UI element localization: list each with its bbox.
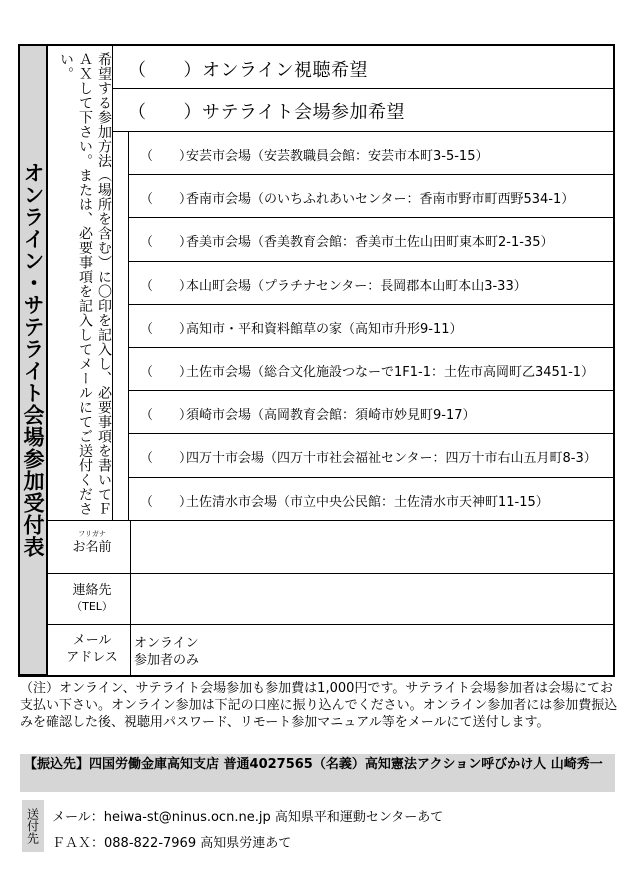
name-label: お名前 <box>72 540 112 555</box>
venue-option[interactable] <box>140 188 574 207</box>
venue-label: 四万十市会場（四万十市社会福祉センター：四万十市右山五月町8-3） <box>186 451 597 466</box>
venue-mark: （ ） <box>140 365 193 380</box>
venue-mark: （ ） <box>140 322 193 337</box>
venue-divider <box>128 347 615 348</box>
venue-mark: （ ） <box>140 192 193 207</box>
row-divider <box>112 88 615 89</box>
send-label: 送付先 <box>22 800 44 852</box>
venue-label: 土佐清水市会場（市立中央公民館：土佐清水市天神町11-15） <box>186 495 549 510</box>
venue-label: 香美市会場（香美教育会館：香美市土佐山田町東本町2-1-35） <box>186 235 554 250</box>
venue-option[interactable] <box>140 404 476 423</box>
send-mail: メール：heiwa-st@ninus.ocn.ne.jp 高知県平和運動センターあて <box>52 810 444 825</box>
venue-divider <box>128 304 615 305</box>
contact-field[interactable] <box>131 574 613 624</box>
mail-label-1: メール <box>72 633 112 648</box>
contact-label: 連絡先 <box>72 583 112 598</box>
venue-divider <box>128 390 615 391</box>
venue-mark: （ ） <box>140 279 193 294</box>
mail-label-2: アドレス <box>66 650 118 665</box>
venue-option[interactable] <box>140 275 527 294</box>
form-title: オンライン・サテライト会場参加受付表 <box>18 44 48 676</box>
satellite-option[interactable]: （ ）サテライト会場参加希望 <box>128 102 405 123</box>
venue-option[interactable] <box>140 145 488 164</box>
mail-field[interactable] <box>200 625 613 675</box>
frame-bottom <box>18 675 615 677</box>
venue-divider <box>128 174 615 175</box>
venue-label: 本山町会場（プラチナセンター：長岡郡本山町本山3-33） <box>186 279 527 294</box>
send-fax: ＦＡＸ：088-822-7969 高知県労連あて <box>52 836 292 851</box>
venue-option[interactable] <box>140 491 549 510</box>
venue-option[interactable] <box>140 231 553 250</box>
bank-info: 【振込先】四国労働金庫高知支店 普通4027565（名義）高知憲法アクション呼びかけ人 山崎秀一 <box>20 754 615 792</box>
frame-right <box>613 44 615 677</box>
venue-label: 土佐市会場（総合文化施設つなーで1F1-1：土佐市高岡町乙3451-1） <box>186 365 595 380</box>
venue-divider <box>128 477 615 478</box>
venue-mark: （ ） <box>140 235 193 250</box>
name-ruby: フリガナ <box>78 530 106 538</box>
frame-top <box>18 44 615 46</box>
venue-mark: （ ） <box>140 451 193 466</box>
venue-divider <box>128 217 615 218</box>
venue-option[interactable] <box>140 318 463 337</box>
instructions-text: 希望する参加方法（場所を含む）に〇印を記入し、必要事項を書いてＦＡＸして下さい。または、必要事項を記入してメールにてご送付ください。 <box>58 52 112 516</box>
venue-label: 香南市会場（のいちふれあいセンター：香南市野市町西野534-1） <box>186 192 575 207</box>
name-field[interactable] <box>131 521 613 573</box>
online-option[interactable]: （ ）オンライン視聴希望 <box>128 60 368 81</box>
contact-sub: （TEL） <box>71 600 113 613</box>
venue-left-border <box>128 131 129 520</box>
venue-divider <box>128 261 615 262</box>
venue-label: 高知市・平和資料館草の家（高知市升形9-11） <box>186 322 463 337</box>
mail-note-2: 参加者のみ <box>134 653 200 668</box>
row-divider <box>112 131 615 132</box>
venue-option[interactable] <box>140 447 597 466</box>
mail-note-1: オンライン <box>134 636 199 651</box>
venue-mark: （ ） <box>140 149 193 164</box>
venue-label: 須崎市会場（高岡教育会館：須崎市妙見町9-17） <box>186 408 476 423</box>
venue-option[interactable] <box>140 361 594 380</box>
note-text: （注）オンライン、サテライト会場参加も参加費は1,000円です。サテライト会場参加者は会場にてお支払い下さい。オンライン参加は下記の口座に振り込んでください。オンライン参加者には参加費振込みを確認した後、視聴用パスワード、リモート参加マニュアル等をメールにて送付します。 <box>20 681 618 730</box>
venue-divider <box>128 433 615 434</box>
venue-mark: （ ） <box>140 495 193 510</box>
venue-mark: （ ） <box>140 408 193 423</box>
venue-label: 安芸市会場（安芸教職員会館：安芸市本町3-5-15） <box>186 149 489 164</box>
